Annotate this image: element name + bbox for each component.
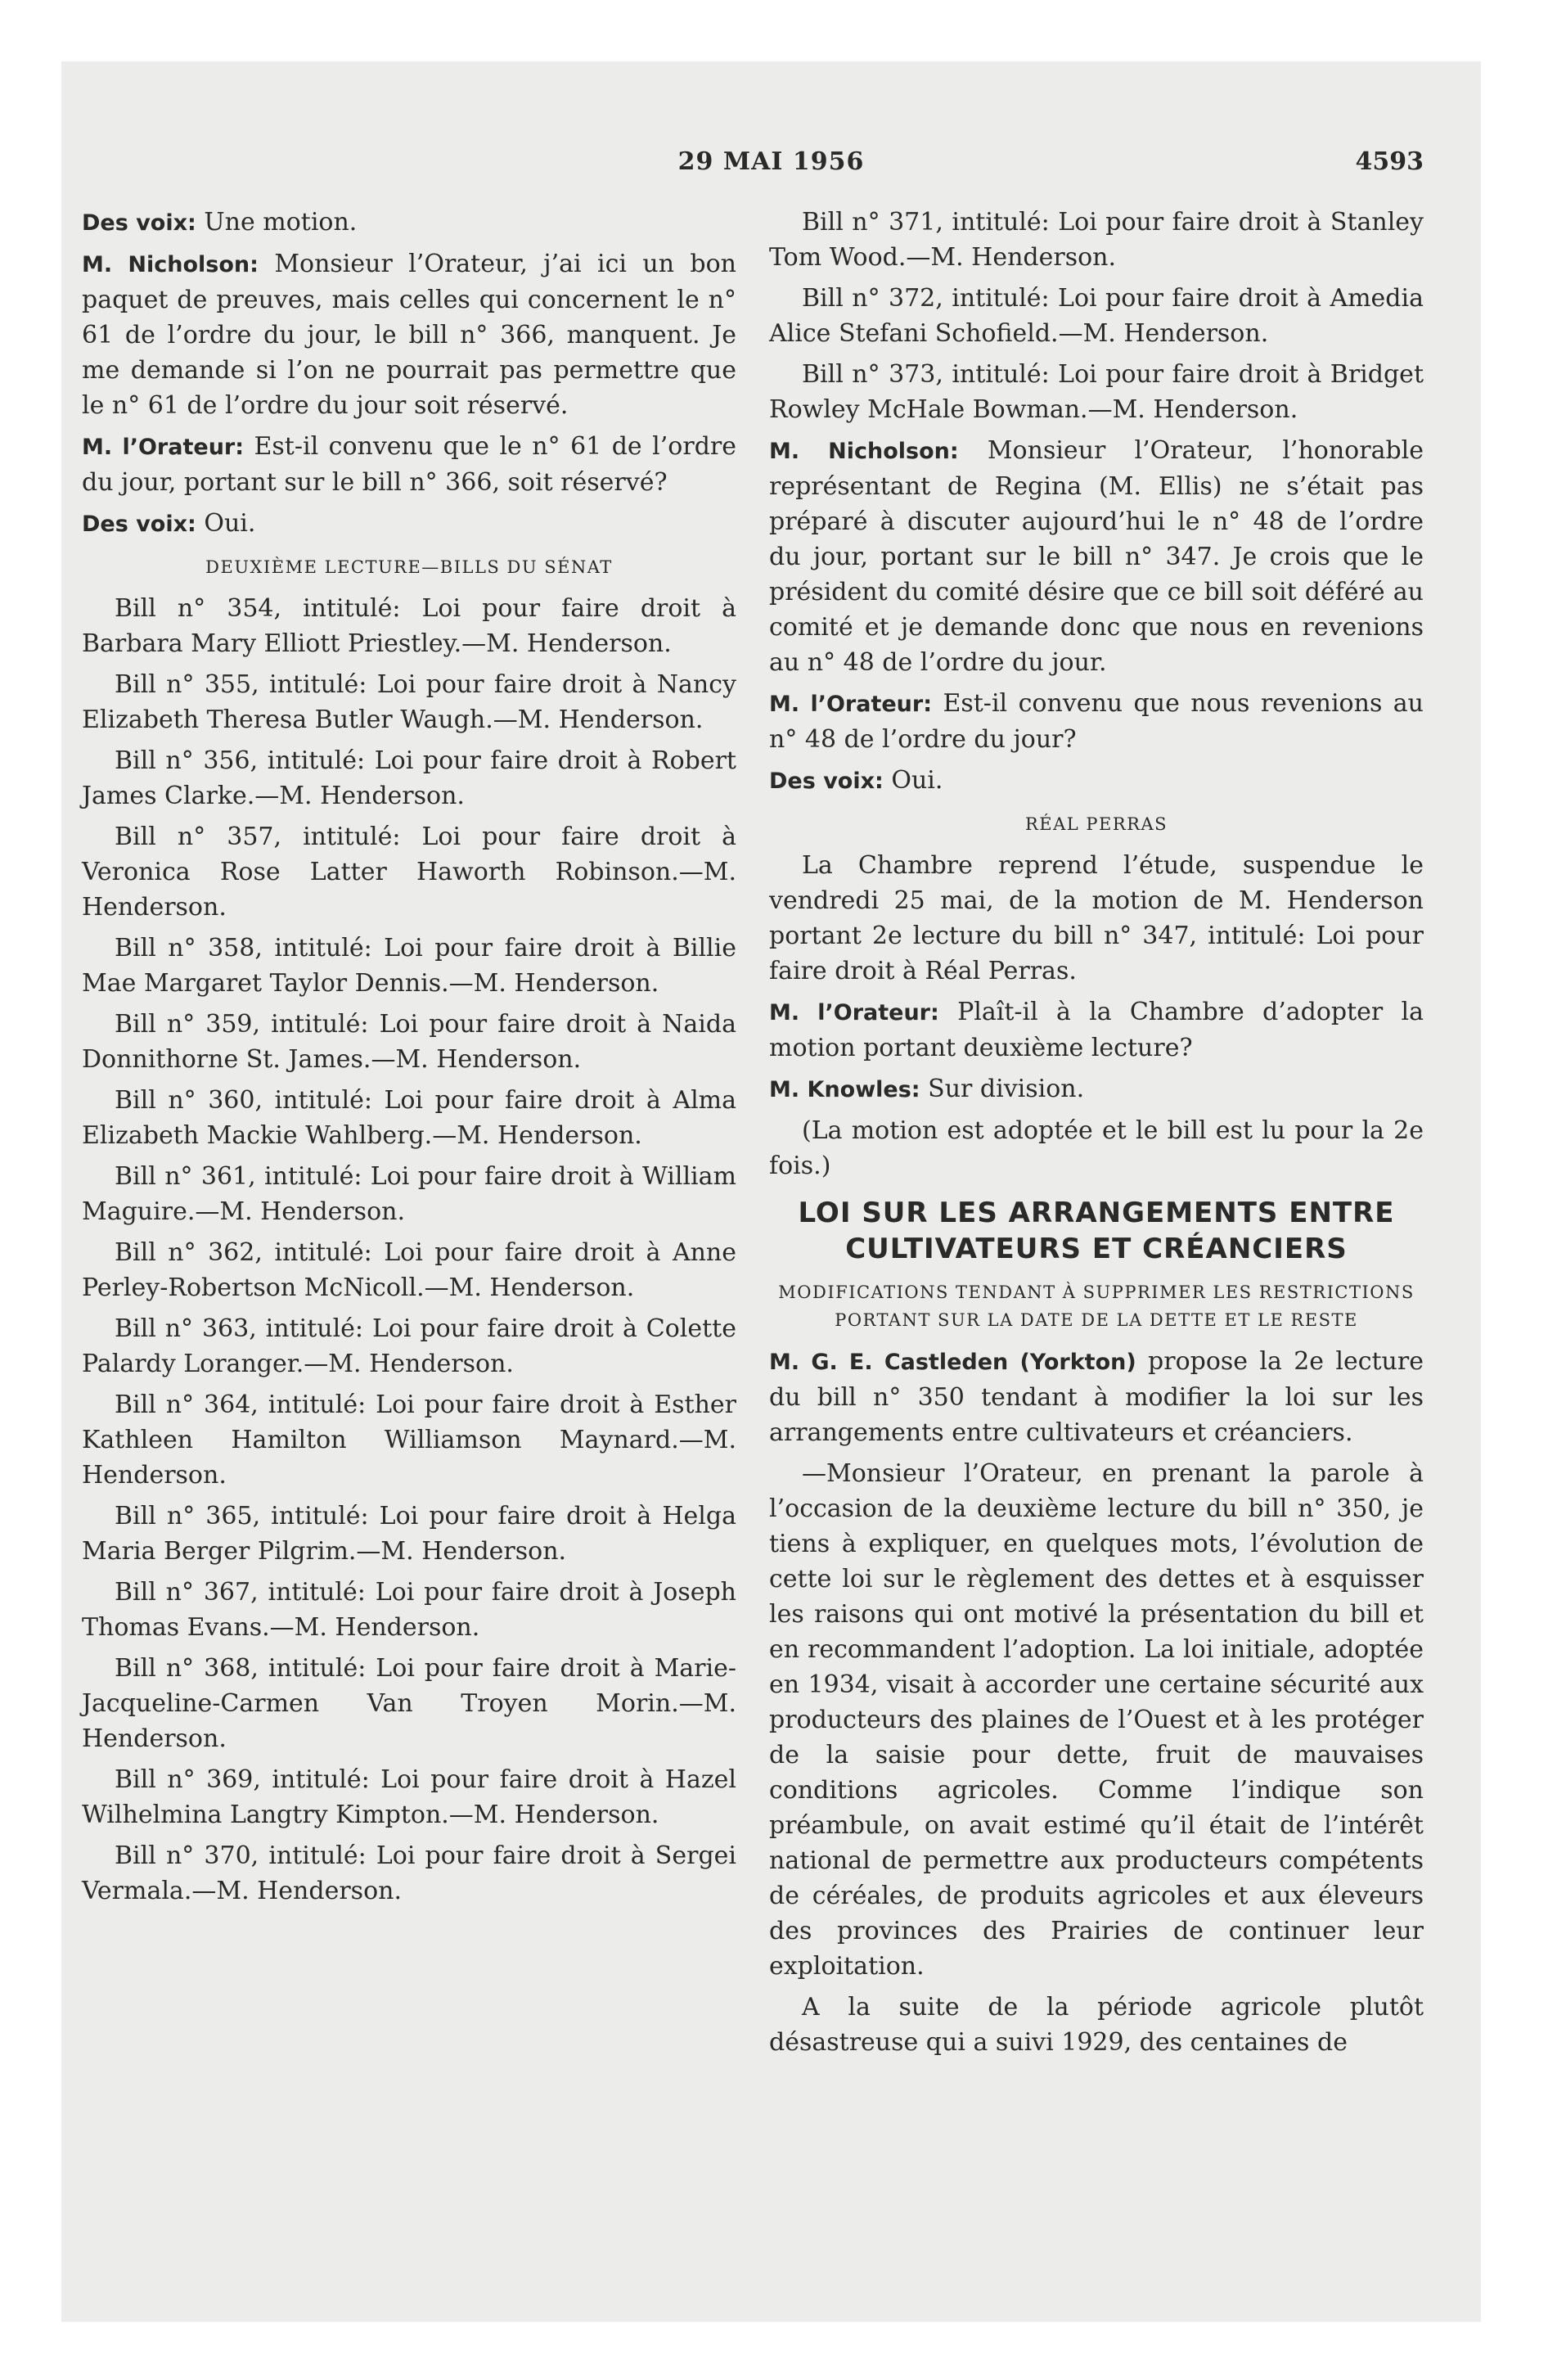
paragraph-text: Bill n° 371, intitulé: Loi pour faire droit à Stanley Tom Wood.—M. Henderson. [769, 208, 1424, 272]
paragraph-text: Sur division. [928, 1075, 1085, 1103]
speech-paragraph [82, 246, 736, 423]
paragraph-text: Bill n° 367, intitulé: Loi pour faire droit à Joseph Thomas Evans.—M. Henderson. [82, 1578, 736, 1642]
paragraph [769, 205, 1424, 275]
subheading: RÉAL PERRAS [1024, 814, 1168, 834]
paragraph [769, 848, 1424, 989]
speaker-name: Des voix: [769, 769, 884, 794]
paragraph [769, 1456, 1424, 1984]
paragraph-text: Bill n° 354, intitulé: Loi pour faire droit à Barbara Mary Elliott Priestley.—M. Henderson. [82, 594, 736, 658]
speech-paragraph [82, 506, 736, 542]
speaker-name: Des voix: [82, 210, 196, 236]
speaker-name: M. G. E. Castleden (Yorkton) [769, 1350, 1136, 1375]
left-column [82, 205, 736, 1914]
paragraph [82, 1499, 736, 1569]
paragraph-text: Plaît-il à la Chambre d’adopter la motion portant deuxième lecture? [769, 998, 1424, 1062]
paragraph [82, 1838, 736, 1909]
speech-paragraph [769, 763, 1424, 799]
paragraph-text: Est-il convenu que nous revenions au n° 48 de l’ordre du jour? [769, 689, 1424, 754]
paragraph-text: Oui. [891, 766, 943, 795]
page-number: 4593 [1355, 147, 1424, 176]
speech-paragraph [82, 429, 736, 500]
paragraph-text: Monsieur l’Orateur, l’honorable représentant de Regina (M. Ellis) ne s’était pas préparé à discuter aujourd’hui le n° 48 de l’ordre du jour, portant sur le bill n° 347. Je crois que le président du comité désire que ce bill soit déféré au comité et je demande donc que nous en revenions au n° 48 de l’ordre du jour. [769, 436, 1424, 677]
paragraph-text: Bill n° 373, intitulé: Loi pour faire droit à Bridget Rowley McHale Bowman.—M. Henderson. [769, 360, 1424, 424]
right-column [769, 205, 1424, 2066]
page-sheet [61, 61, 1481, 2322]
paragraph-text: (La motion est adoptée et le bill est lu pour la 2e fois.) [769, 1116, 1424, 1180]
paragraph-text: A la suite de la période agricole plutôt désastreuse qui a suivi 1929, des centaines de [769, 1993, 1424, 2057]
paragraph [82, 667, 736, 737]
paragraph [82, 1007, 736, 1077]
paragraph [82, 931, 736, 1001]
paragraph [82, 1083, 736, 1153]
paragraph-text: Bill n° 364, intitulé: Loi pour faire droit à Esther Kathleen Hamilton Williamson Maynard.—M. Henderson. [82, 1391, 736, 1490]
paragraph-text: La Chambre reprend l’étude, suspendue le vendredi 25 mai, de la motion de M. Henderson portant 2e lecture du bill n° 347, intitulé: Loi pour faire droit à Réal Perras. [769, 851, 1424, 985]
paragraph [82, 1762, 736, 1832]
paragraph-text: —Monsieur l’Orateur, en prenant la parole à l’occasion de la deuxième lecture du bill n° 350, je tiens à expliquer, en quelques mots, l’évolution de cette loi sur le règlement des dettes et à esquisser les raisons qui ont motivé la présentation du bill et en recommandent l’adoption. La loi initiale, adoptée en 1934, visait à accorder une certaine sécurité aux producteurs des plaines de l’Ouest et à les protéger de la saisie pour dette, fruit de mauvaises conditions agricoles. Comme l’indique son préambule, on avait estimé qu’il était de l’intérêt national de permettre aux producteurs compétents de céréales, de produits agricoles et aux éleveurs des provinces des Prairies de continuer leur exploitation. [769, 1459, 1424, 1981]
subheading: MODIFICATIONS TENDANT À SUPPRIMER LES RESTRICTIONS PORTANT SUR LA DATE DE LA DETTE ET LE RESTE [778, 1282, 1415, 1330]
paragraph [82, 1159, 736, 1229]
paragraph [82, 591, 736, 661]
paragraph [769, 357, 1424, 427]
paragraph-text: Est-il convenu que le n° 61 de l’ordre du jour, portant sur le bill n° 366, soit réservé? [82, 432, 736, 497]
paragraph-text: Bill n° 358, intitulé: Loi pour faire droit à Billie Mae Margaret Taylor Dennis.—M. Henderson. [82, 934, 736, 998]
paragraph-text: propose la 2e lecture du bill n° 350 tendant à modifier la loi sur les arrangements entre cultivateurs et créanciers. [769, 1347, 1424, 1447]
subheading: DEUXIÈME LECTURE—BILLS DU SÉNAT [205, 557, 613, 577]
paragraph [769, 281, 1424, 351]
section-heading: LOI SUR LES ARRANGEMENTS ENTRE CULTIVATEURS ET CRÉANCIERS [798, 1197, 1395, 1265]
paragraph-text: Monsieur l’Orateur, j’ai ici un bon paquet de preuves, mais celles qui concernent le n° 61 de l’ordre du jour, le bill n° 366, manquent. Je me demande si l’on ne pourrait pas permettre que le n° 61 de l’ordre du jour soit réservé. [82, 250, 736, 420]
header-date: 29 MAI 1956 [677, 147, 865, 176]
speech-paragraph [769, 1071, 1424, 1107]
speaker-name: M. l’Orateur: [769, 1000, 939, 1025]
paragraph [82, 1235, 736, 1305]
speech-paragraph [769, 686, 1424, 757]
paragraph [769, 1990, 1424, 2060]
paragraph [82, 819, 736, 925]
speaker-name: M. l’Orateur: [769, 692, 932, 717]
speech-paragraph [769, 1344, 1424, 1450]
paragraph-text: Bill n° 361, intitulé: Loi pour faire droit à William Maguire.—M. Henderson. [82, 1162, 736, 1226]
speaker-name: M. Nicholson: [769, 439, 959, 464]
paragraph [82, 1311, 736, 1382]
paragraph [769, 1113, 1424, 1183]
paragraph-text: Bill n° 372, intitulé: Loi pour faire droit à Amedia Alice Stefani Schofield.—M. Henderson. [769, 284, 1424, 348]
speaker-name: Des voix: [82, 512, 196, 537]
speaker-name: M. l’Orateur: [82, 435, 245, 460]
speaker-name: M. Knowles: [769, 1077, 920, 1102]
paragraph-text: Bill n° 365, intitulé: Loi pour faire droit à Helga Maria Berger Pilgrim.—M. Henderson. [82, 1502, 736, 1566]
speaker-name: M. Nicholson: [82, 252, 259, 277]
paragraph-text: Oui. [204, 509, 256, 538]
paragraph-text: Bill n° 359, intitulé: Loi pour faire droit à Naida Donnithorne St. James.—M. Henderson. [82, 1010, 736, 1074]
speech-paragraph [769, 994, 1424, 1066]
speech-paragraph [82, 205, 736, 241]
paragraph-text: Bill n° 360, intitulé: Loi pour faire droit à Alma Elizabeth Mackie Wahlberg.—M. Henderson. [82, 1086, 736, 1150]
paragraph-text: Bill n° 370, intitulé: Loi pour faire droit à Sergei Vermala.—M. Henderson. [82, 1841, 736, 1905]
page-header [61, 147, 1481, 196]
paragraph-text: Bill n° 362, intitulé: Loi pour faire droit à Anne Perley-Robertson McNicoll.—M. Henderson. [82, 1238, 736, 1302]
paragraph-text: Bill n° 369, intitulé: Loi pour faire droit à Hazel Wilhelmina Langtry Kimpton.—M. Henderson. [82, 1765, 736, 1829]
speech-paragraph [769, 433, 1424, 680]
paragraph [82, 1651, 736, 1756]
paragraph [82, 743, 736, 814]
paragraph [82, 1387, 736, 1493]
paragraph-text: Une motion. [204, 208, 358, 237]
paragraph-text: Bill n° 357, intitulé: Loi pour faire droit à Veronica Rose Latter Haworth Robinson.—M. Henderson. [82, 823, 736, 922]
paragraph-text: Bill n° 355, intitulé: Loi pour faire droit à Nancy Elizabeth Theresa Butler Waugh.—M. Henderson. [82, 670, 736, 734]
paragraph-text: Bill n° 363, intitulé: Loi pour faire droit à Colette Palardy Loranger.—M. Henderson. [82, 1314, 736, 1378]
paragraph-text: Bill n° 356, intitulé: Loi pour faire droit à Robert James Clarke.—M. Henderson. [82, 746, 736, 810]
paragraph-text: Bill n° 368, intitulé: Loi pour faire droit à Marie-Jacqueline-Carmen Van Troyen Morin.—M. Henderson. [82, 1654, 736, 1753]
paragraph [82, 1575, 736, 1645]
